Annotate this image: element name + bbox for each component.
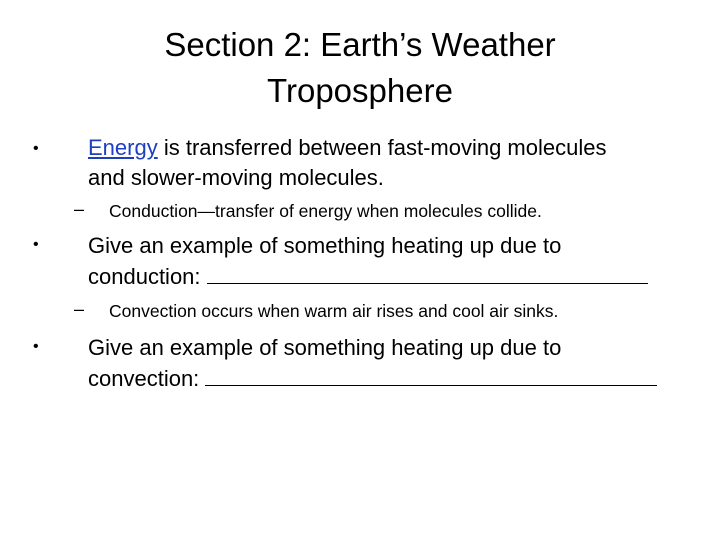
title-line-2: Troposphere	[267, 72, 453, 109]
dash-marker: –	[74, 199, 85, 219]
bullet-convection-example	[88, 333, 678, 394]
conduction-prompt-label: conduction:	[88, 264, 207, 289]
slide-title	[60, 22, 660, 114]
dash-marker: –	[74, 299, 85, 319]
conduction-prompt-line1: Give an example of something heating up due to	[88, 233, 562, 258]
conduction-answer-blank[interactable]	[207, 261, 648, 284]
bullet-marker: •	[33, 236, 39, 253]
title-line-1: Section 2: Earth’s Weather	[164, 26, 556, 63]
convection-prompt-line1: Give an example of something heating up due to	[88, 335, 562, 360]
sub-conduction: Conduction—transfer of energy when molecules collide.	[109, 201, 542, 221]
convection-prompt-label: convection:	[88, 366, 206, 391]
sub-convection: Convection occurs when warm air rises and cool air sinks.	[109, 301, 559, 321]
bullet-conduction-example	[88, 231, 678, 292]
bullet-energy	[88, 133, 678, 193]
energy-text-line2: and slower-moving molecules.	[88, 165, 384, 190]
convection-answer-blank[interactable]	[205, 363, 657, 386]
energy-link[interactable]: Energy	[88, 135, 158, 160]
energy-text: is transferred between fast-moving molecules	[157, 135, 607, 160]
bullet-marker: •	[33, 338, 39, 355]
bullet-marker: •	[33, 140, 39, 157]
